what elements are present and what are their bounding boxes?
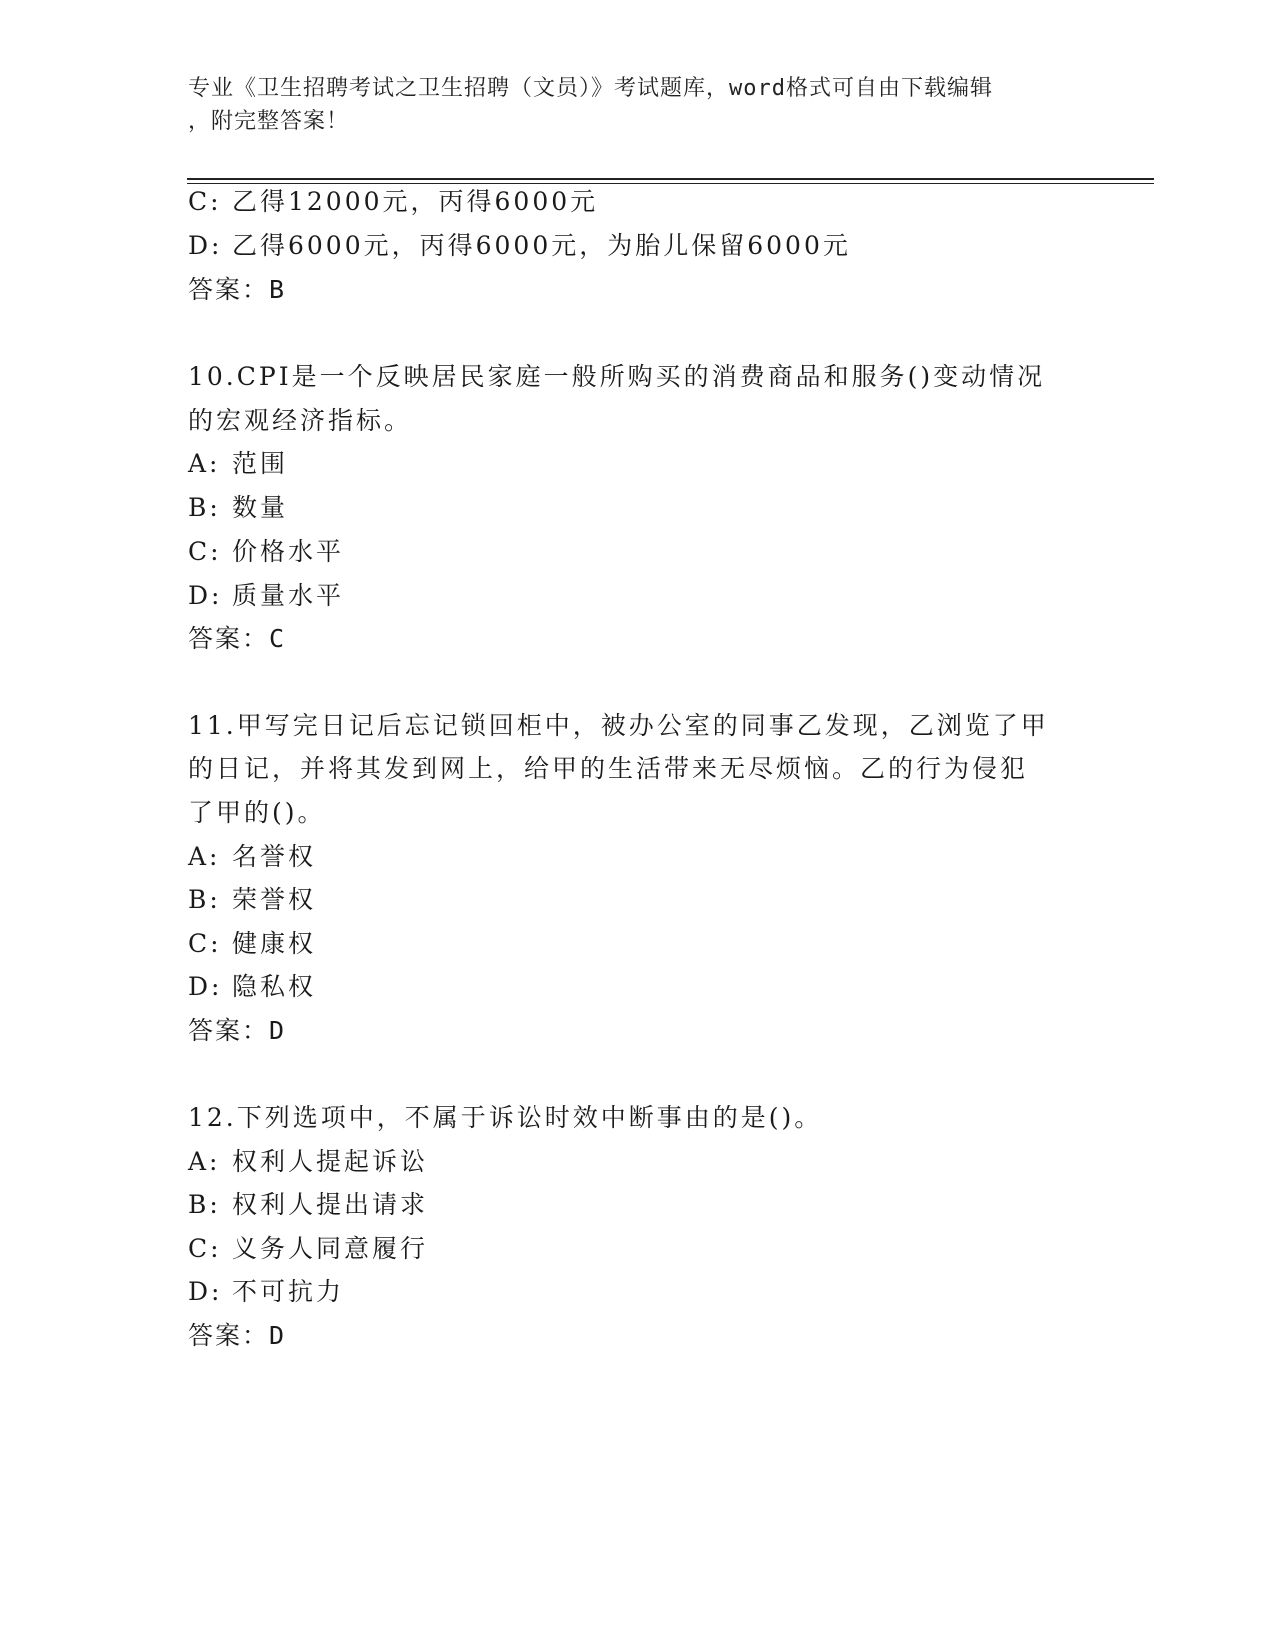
q10-option-c [188, 535, 344, 569]
q10-stem-line-1: 10.CPI是一个反映居民家庭一般所购买的消费商品和服务()变动情况 [188, 362, 1046, 391]
option-label: D: [188, 231, 223, 260]
option-label: D: [188, 1277, 223, 1306]
q10-answer [188, 622, 286, 656]
q10-option-b [188, 491, 288, 525]
q11-stem-line-3: 了甲的()。 [188, 798, 326, 827]
option-text: 数量 [232, 493, 289, 522]
q11-option-d [188, 970, 316, 1004]
option-text: 隐私权 [232, 972, 317, 1001]
q12-option-d [188, 1275, 344, 1309]
option-text: 权利人提出请求 [232, 1190, 429, 1219]
option-text: 义务人同意履行 [232, 1234, 429, 1263]
option-text: 健康权 [232, 929, 317, 958]
option-text: 范围 [232, 449, 289, 478]
answer-key: D [269, 1016, 287, 1045]
q11-option-c [188, 927, 316, 961]
option-label: C: [188, 929, 222, 958]
q12-option-b [188, 1188, 428, 1222]
answer-label: 答案： [188, 275, 270, 304]
q12-option-c [188, 1232, 428, 1266]
answer-key: B [269, 275, 287, 304]
answer-label: 答案： [188, 624, 270, 653]
q9-answer [188, 273, 286, 307]
option-text: 价格水平 [232, 537, 345, 566]
option-text: 乙得6000元，丙得6000元，为胎儿保留6000元 [232, 231, 851, 260]
header-line-1: 专业《卫生招聘考试之卫生招聘（文员）》考试题库，word格式可自由下载编辑 [188, 76, 993, 101]
q11-option-a [188, 840, 316, 874]
option-label: A: [188, 842, 221, 871]
option-label: B: [188, 493, 221, 522]
option-label: A: [188, 449, 221, 478]
answer-label: 答案： [188, 1016, 270, 1045]
q10-stem-line-2: 的宏观经济指标。 [188, 406, 413, 435]
option-label: C: [188, 1234, 222, 1263]
q12-stem-line-1: 12.下列选项中，不属于诉讼时效中断事由的是()。 [188, 1103, 823, 1132]
q11-stem-line-2: 的日记，并将其发到网上，给甲的生活带来无尽烦恼。乙的行为侵犯 [188, 754, 1029, 783]
q12-answer [188, 1319, 286, 1353]
option-text: 不可抗力 [232, 1277, 345, 1306]
q10-option-a [188, 447, 288, 481]
document-header [188, 72, 1068, 138]
option-text: 名誉权 [232, 842, 317, 871]
option-label: D: [188, 581, 223, 610]
option-label: A: [188, 1147, 221, 1176]
q12-option-a [188, 1145, 428, 1179]
option-text: 乙得12000元，丙得6000元 [232, 187, 599, 216]
header-divider-thin [187, 183, 1154, 184]
q10-option-d [188, 579, 344, 613]
option-text: 荣誉权 [232, 885, 317, 914]
q9-option-d [188, 229, 851, 263]
q9-option-c [188, 185, 598, 219]
option-label: B: [188, 1190, 221, 1219]
option-label: C: [188, 187, 222, 216]
header-line-2: ，附完整答案！ [188, 109, 350, 134]
answer-key: C [269, 624, 287, 653]
q11-option-b [188, 883, 316, 917]
answer-label: 答案： [188, 1321, 270, 1350]
option-label: C: [188, 537, 222, 566]
option-text: 权利人提起诉讼 [232, 1147, 429, 1176]
q11-stem-line-1: 11.甲写完日记后忘记锁回柜中，被办公室的同事乙发现，乙浏览了甲 [188, 711, 1049, 740]
option-label: B: [188, 885, 221, 914]
answer-key: D [269, 1321, 287, 1350]
q11-answer [188, 1014, 286, 1048]
option-label: D: [188, 972, 223, 1001]
header-divider-thick [187, 178, 1154, 180]
option-text: 质量水平 [232, 581, 345, 610]
